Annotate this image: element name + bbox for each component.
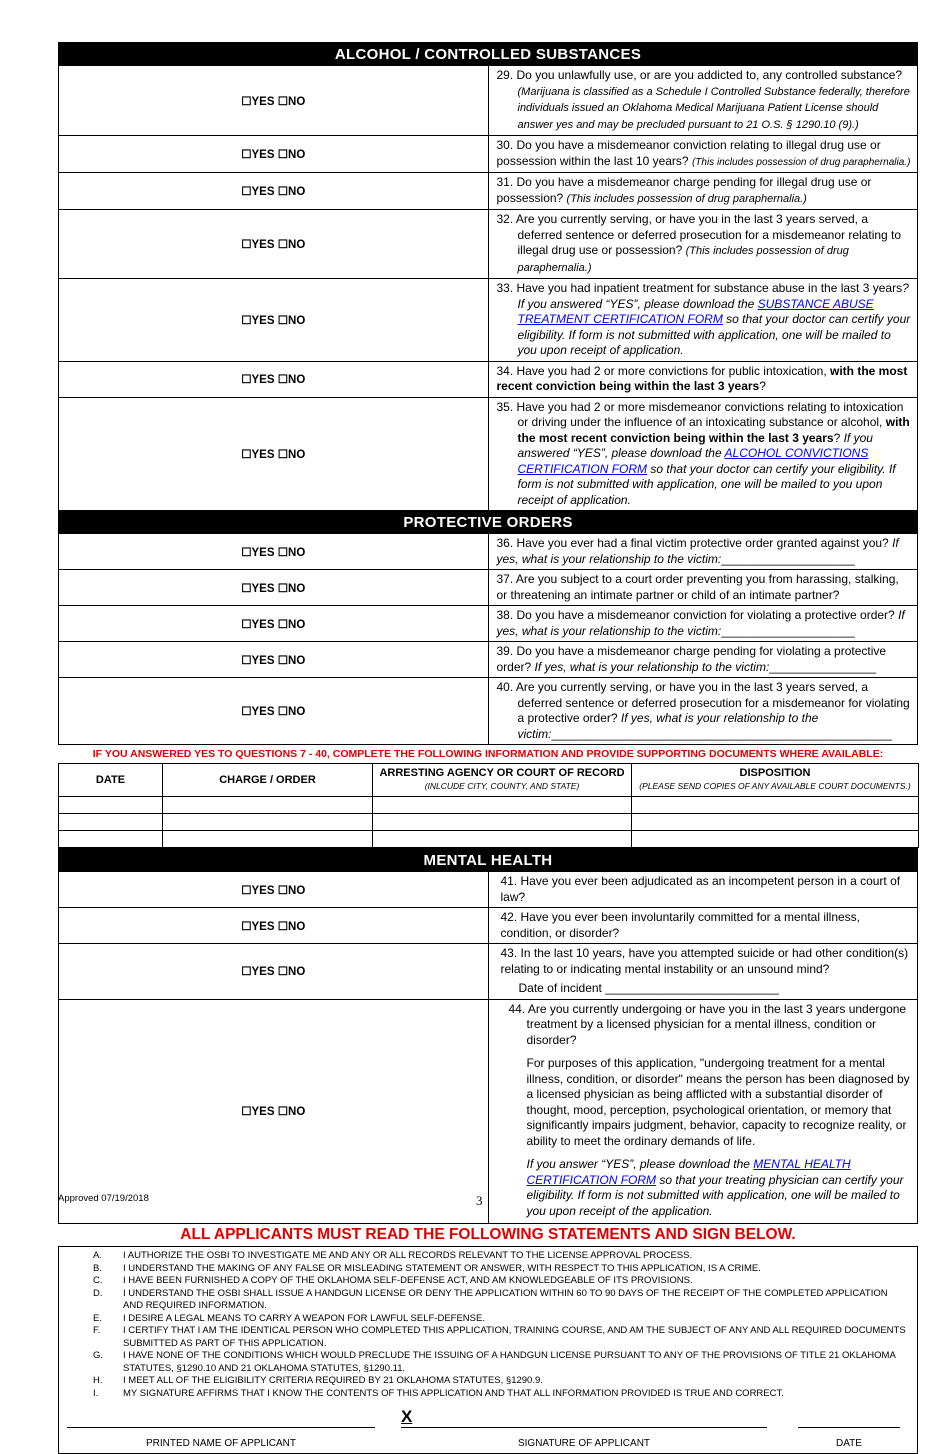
statement-item: A. I AUTHORIZE THE OSBI TO INVESTIGATE ME AND ANY OR ALL RECORDS RELEVANT TO THE LICENSE APPROVAL PROCESS. xyxy=(93,1250,693,1261)
printed-name-block xyxy=(67,1413,375,1449)
question-41: 41. Have you ever been adjudicated as an incompetent person in a court of law? xyxy=(488,872,918,908)
question-34: 34. Have you had 2 or more convictions for public intoxication, with the most recent conviction being within the last 3 years? xyxy=(488,361,918,397)
statement-item: G. I HAVE NONE OF THE CONDITIONS WHICH WOULD PRECLUDE THE ISSUING OF A HANDGUN LICENSE PURSUANT TO ANY OF THE PROVISIONS OF TITLE 21 OKLAHOMA STATUTES, §1290.10 AND 21 OKLAHOMA STATUTES, §1290.11. xyxy=(93,1350,896,1374)
record-cell-disposition[interactable] xyxy=(632,831,919,848)
question-42: 42. Have you ever been involuntarily committed for a mental illness, condition, or disorder? xyxy=(488,908,918,944)
mental-health-section-table xyxy=(58,848,918,1224)
question-31: 31. Do you have a misdemeanor charge pending for illegal drug use or possession? (This includes possession of drug paraphernalia.) xyxy=(488,173,918,210)
signature-x-mark: X xyxy=(401,1407,413,1426)
relationship-field-38[interactable]: ____________________ xyxy=(721,623,855,638)
statement-item: B. I UNDERSTAND THE MAKING OF ANY FALSE OR MISLEADING STATEMENT OR ANSWER, WITH RESPECT TO THIS APPLICATION, IS A CRIME. xyxy=(93,1262,761,1274)
record-cell-date[interactable] xyxy=(59,814,163,831)
yes-no-checkbox-32[interactable]: ☐YES ☐NO xyxy=(59,210,489,279)
relationship-field-36[interactable]: ____________________ xyxy=(721,551,855,566)
section-header-mental: MENTAL HEALTH xyxy=(59,849,918,872)
question-32: 32. Are you currently serving, or have you in the last 3 years served, a deferred sentence or deferred prosecution for a misdemeanor relating to illegal drug use or possession? (This includes possession of drug paraphernalia.) xyxy=(488,210,918,279)
yes-no-checkbox-43[interactable]: ☐YES ☐NO xyxy=(59,944,489,1000)
statement-item: E. I DESIRE A LEGAL MEANS TO CARRY A WEAPON FOR LAWFUL SELF-DEFENSE. xyxy=(93,1312,485,1324)
signature-field[interactable] xyxy=(401,1407,767,1428)
question-36: 36. Have you ever had a final victim protective order granted against you? If yes, what is your relationship to the victim:____________________ xyxy=(488,534,918,570)
question-30: 30. Do you have a misdemeanor conviction relating to illegal drug use or possession within the last 10 years? (This includes possession of drug paraphernalia.) xyxy=(488,136,918,173)
record-header-date: DATE xyxy=(59,764,163,797)
record-cell-agency[interactable] xyxy=(373,814,632,831)
record-header-charge: CHARGE / ORDER xyxy=(163,764,373,797)
record-cell-date[interactable] xyxy=(59,831,163,848)
substance-abuse-form-link[interactable]: SUBSTANCE ABUSE TREATMENT CERTIFICATION FORM xyxy=(517,296,874,326)
alcohol-section-table xyxy=(58,42,918,745)
statements-list xyxy=(59,1247,917,1400)
question-35: 35. Have you had 2 or more misdemeanor convictions relating to intoxication or driving under the influence of an intoxicating substance or alcohol, with the most recent conviction being within the last 3 years? If you answered “YES”, please download the ALCOHOL CONVICTIONS CERTIFICATION FORM so that your doctor can certify your eligibility. If form is not submitted with application, one will be mailed to you upon receipt of application. xyxy=(488,397,918,511)
yes-no-checkbox-33[interactable]: ☐YES ☐NO xyxy=(59,279,489,362)
record-cell-agency[interactable] xyxy=(373,831,632,848)
date-of-incident-field[interactable]: __________________________ xyxy=(605,981,779,995)
record-cell-charge[interactable] xyxy=(163,797,373,814)
yes-no-checkbox-44[interactable]: ☐YES ☐NO xyxy=(59,999,489,1224)
approved-date: Approved 07/19/2018 xyxy=(58,1193,149,1204)
record-row xyxy=(59,814,919,831)
record-table xyxy=(58,763,919,848)
yes-no-checkbox-40[interactable]: ☐YES ☐NO xyxy=(59,678,489,745)
record-header-disposition: DISPOSITION (PLEASE SEND COPIES OF ANY AVAILABLE COURT DOCUMENTS.) xyxy=(632,764,919,797)
record-cell-date[interactable] xyxy=(59,797,163,814)
yes-no-checkbox-29[interactable]: ☐YES ☐NO xyxy=(59,66,489,136)
yes-no-checkbox-34[interactable]: ☐YES ☐NO xyxy=(59,361,489,397)
record-row xyxy=(59,831,919,848)
all-applicants-heading: ALL APPLICANTS MUST READ THE FOLLOWING STATEMENTS AND SIGN BELOW. xyxy=(180,1226,796,1243)
question-40: 40. Are you currently serving, or have you in the last 3 years served, a deferred sentence or deferred prosecution for a misdemeanor for violating a protective order? If yes, what is your relationship to the victim:___________________________________________________ xyxy=(488,678,918,745)
question-29: 29. Do you unlawfully use, or are you addicted to, any controlled substance? (Marijuana is classified as a Schedule I Controlled Substance federally, therefore individuals issued an Oklahoma Medical Marijuana Patient License should answer yes and may be precluded pursuant to 21 O.S. § 1290.10 (9).) xyxy=(488,66,918,136)
question-43: 43. In the last 10 years, have you attempted suicide or had other condition(s) relating to or indicating mental instability or an unsound mind? Date of incident __________________________ xyxy=(488,944,918,1000)
yes-no-checkbox-41[interactable]: ☐YES ☐NO xyxy=(59,872,489,908)
record-header-agency: ARRESTING AGENCY OR COURT OF RECORD (INLCUDE CITY, COUNTY, AND STATE) xyxy=(373,764,632,797)
yes-no-checkbox-35[interactable]: ☐YES ☐NO xyxy=(59,397,489,511)
section-header-alcohol: ALCOHOL / CONTROLLED SUBSTANCES xyxy=(59,43,918,66)
yes-no-checkbox-31[interactable]: ☐YES ☐NO xyxy=(59,173,489,210)
record-cell-disposition[interactable] xyxy=(632,814,919,831)
date-field[interactable] xyxy=(798,1413,900,1428)
yes-no-checkbox-30[interactable]: ☐YES ☐NO xyxy=(59,136,489,173)
record-instruction: IF YOU ANSWERED YES TO QUESTIONS 7 - 40, COMPLETE THE FOLLOWING INFORMATION AND PROVIDE SUPPORTING DOCUMENTS WHERE AVAILABLE: xyxy=(92,748,884,760)
relationship-field-39[interactable]: ________________ xyxy=(769,659,877,674)
signature-block xyxy=(401,1407,767,1449)
date-block xyxy=(798,1413,900,1449)
mental-health-form-link[interactable]: MENTAL HEALTH CERTIFICATION FORM xyxy=(526,1157,851,1187)
record-cell-disposition[interactable] xyxy=(632,797,919,814)
question-37: 37. Are you subject to a court order preventing you from harassing, stalking, or threatening an intimate partner or child of an intimate partner? xyxy=(488,570,918,606)
yes-no-checkbox-36[interactable]: ☐YES ☐NO xyxy=(59,534,489,570)
record-cell-charge[interactable] xyxy=(163,831,373,848)
yes-no-checkbox-37[interactable]: ☐YES ☐NO xyxy=(59,570,489,606)
question-44: 44. Are you currently undergoing or have you in the last 3 years undergone treatment by a licensed physician for a mental illness, condition or disorder? For purposes of this application, "undergoing treatment for a mental illness, condition, or disorder" means the person has been diagnosed by a licensed physician as being afflicted with a substantial disorder of thought, mood, perception, psychological orientation, or memory that significantly impairs judgment, behavior, capacity to recognize reality, or ability to meet the ordinary demands of life. If you answer “YES”, please download the MENTAL HEALTH CERTIFICATION FORM so that your treating physician can certify your eligibility. If form is not submitted with application, one will be mailed to you upon receipt of the application. xyxy=(488,999,918,1224)
statement-item: H. I MEET ALL OF THE ELIGIBILITY CRITERIA REQUIRED BY 21 OKLAHOMA STATUTES, §1290.9. xyxy=(93,1375,543,1386)
statement-item: I. MY SIGNATURE AFFIRMS THAT I KNOW THE CONTENTS OF THIS APPLICATION AND THAT ALL INFORMATION PROVIDED IS TRUE AND CORRECT. xyxy=(93,1387,784,1399)
record-cell-charge[interactable] xyxy=(163,814,373,831)
signature-label: SIGNATURE OF APPLICANT xyxy=(517,1438,651,1449)
printed-name-label: PRINTED NAME OF APPLICANT xyxy=(145,1438,297,1449)
form-page xyxy=(58,42,918,1454)
record-cell-agency[interactable] xyxy=(373,797,632,814)
question-39: 39. Do you have a misdemeanor charge pending for violating a protective order? If yes, what is your relationship to the victim:________________ xyxy=(488,642,918,678)
alcohol-convictions-form-link[interactable]: ALCOHOL CONVICTIONS CERTIFICATION FORM xyxy=(517,446,869,476)
statements-box xyxy=(58,1246,918,1454)
question-38: 38. Do you have a misdemeanor conviction for violating a protective order? If yes, what is your relationship to the victim:____________________ xyxy=(488,606,918,642)
question-33: 33. Have you had inpatient treatment for substance abuse in the last 3 years? If you answered “YES”, please download the SUBSTANCE ABUSE TREATMENT CERTIFICATION FORM so that your doctor can certify your eligibility. If form is not submitted with application, one will be mailed to you upon receipt of application. xyxy=(488,279,918,362)
page-number: 3 xyxy=(476,1193,483,1208)
statement-item: C. I HAVE BEEN FURNISHED A COPY OF THE OKLAHOMA SELF-DEFENSE ACT, AND AM KNOWLEDGEABLE OF ITS PROVISIONS. xyxy=(93,1275,693,1286)
yes-no-checkbox-38[interactable]: ☐YES ☐NO xyxy=(59,606,489,642)
section-header-protective: PROTECTIVE ORDERS xyxy=(59,511,918,534)
yes-no-checkbox-42[interactable]: ☐YES ☐NO xyxy=(59,908,489,944)
date-label: DATE xyxy=(836,1438,862,1449)
printed-name-field[interactable] xyxy=(67,1413,375,1428)
yes-no-checkbox-39[interactable]: ☐YES ☐NO xyxy=(59,642,489,678)
relationship-field-40[interactable]: ___________________________________________________ xyxy=(551,726,892,741)
statement-item: D. I UNDERSTAND THE OSBI SHALL ISSUE A HANDGUN LICENSE OR DENY THE APPLICATION WITHIN 60 TO 90 DAYS OF THE RECEIPT OF THE COMPLETED APPLICATION AND REQUIRED INFORMATION. xyxy=(93,1287,888,1311)
statement-item: F. I CERTIFY THAT I AM THE IDENTICAL PERSON WHO COMPLETED THIS APPLICATION, TRAINING COURSE, AND AM THE SUBJECT OF ANY AND ALL REQUIRED DOCUMENTS SUBMITTED AS PART OF THIS APPLICATION. xyxy=(93,1325,906,1349)
record-row xyxy=(59,797,919,814)
